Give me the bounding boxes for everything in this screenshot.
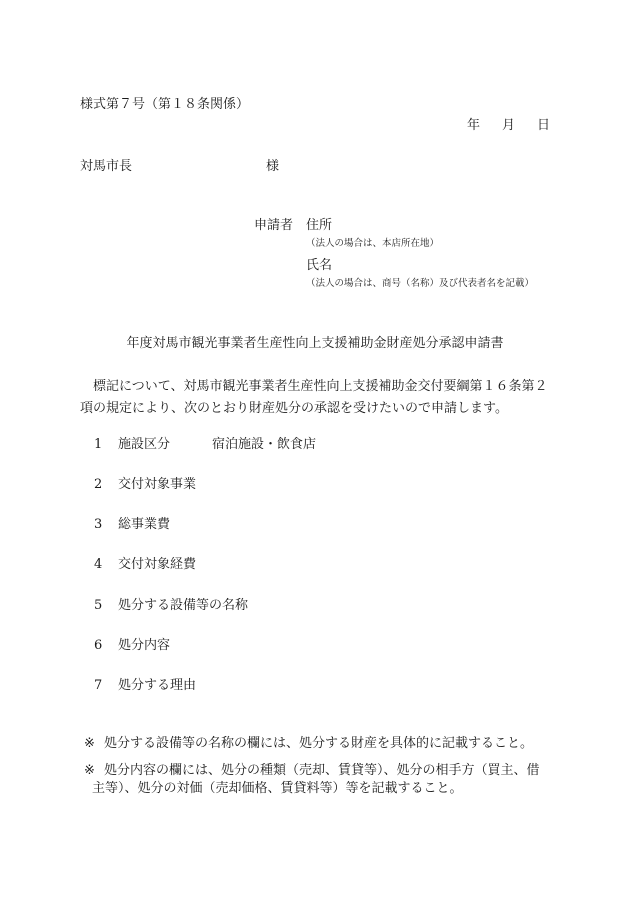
note-text: 処分内容の欄には、処分の種類（売却、賃貸等）、処分の相手方（買主、借 (104, 763, 540, 778)
item-number: 6 (94, 638, 103, 653)
name-note: （法人の場合は、商号（名称）及び代表者名を記載） (306, 278, 535, 289)
note-mark: ※ (84, 763, 95, 778)
item-eligible-expenses (94, 556, 196, 574)
item-label: 交付対象事業 (118, 477, 197, 492)
item-disposal-reason (94, 677, 196, 695)
name-label: 氏名 (306, 258, 333, 273)
item-number: 1 (94, 437, 103, 452)
item-label: 総事業費 (118, 517, 171, 532)
date-year-label: 年 (466, 118, 480, 133)
note-equipment (84, 735, 554, 753)
item-label: 交付対象経費 (118, 557, 197, 572)
item-number: 5 (94, 598, 103, 613)
item-equipment-name (94, 597, 248, 615)
addressee-honorific: 様 (266, 159, 280, 174)
addressee-name: 対馬市長 (80, 159, 133, 174)
item-number: 7 (94, 678, 103, 693)
applicant-label: 申請者 (254, 218, 294, 233)
item-number: 3 (94, 517, 103, 532)
address-label: 住所 (306, 218, 333, 233)
date-line (467, 117, 550, 135)
address-note: （法人の場合は、本店所在地） (306, 238, 440, 249)
body-line-2: 項の規定により、次のとおり財産処分の承認を受けたいので申請します。 (80, 401, 508, 416)
item-label: 処分する設備等の名称 (118, 598, 249, 613)
item-label: 処分内容 (118, 638, 171, 653)
item-label: 処分する理由 (118, 678, 197, 693)
item-number: 4 (94, 557, 103, 572)
form-number: 様式第７号（第１８条関係） (80, 97, 250, 112)
body-text (80, 376, 555, 420)
note-mark: ※ (84, 736, 95, 751)
item-disposal-details (94, 637, 170, 655)
addressee (80, 158, 280, 176)
item-facility-category (94, 436, 316, 454)
item-value: 宿泊施設・飲食店 (212, 437, 317, 452)
item-subsidy-project (94, 476, 196, 494)
note-text-continued: 主等）、処分の対価（売却価格、賃貸料等）等を記載すること。 (92, 781, 463, 796)
date-month-label: 月 (501, 118, 515, 133)
note-text: 処分する設備等の名称の欄には、処分する財産を具体的に記載すること。 (104, 736, 534, 751)
body-line-1: 標記について、対馬市観光事業者生産性向上支援補助金交付要綱第１６条第２ (93, 379, 548, 394)
item-label: 施設区分 (118, 437, 171, 452)
item-total-cost (94, 516, 170, 534)
item-number: 2 (94, 477, 103, 492)
note-disposal (84, 762, 554, 798)
document-title: 年度対馬市観光事業者生産性向上支援補助金財産処分承認申請書 (126, 336, 504, 351)
date-day-label: 日 (536, 118, 550, 133)
